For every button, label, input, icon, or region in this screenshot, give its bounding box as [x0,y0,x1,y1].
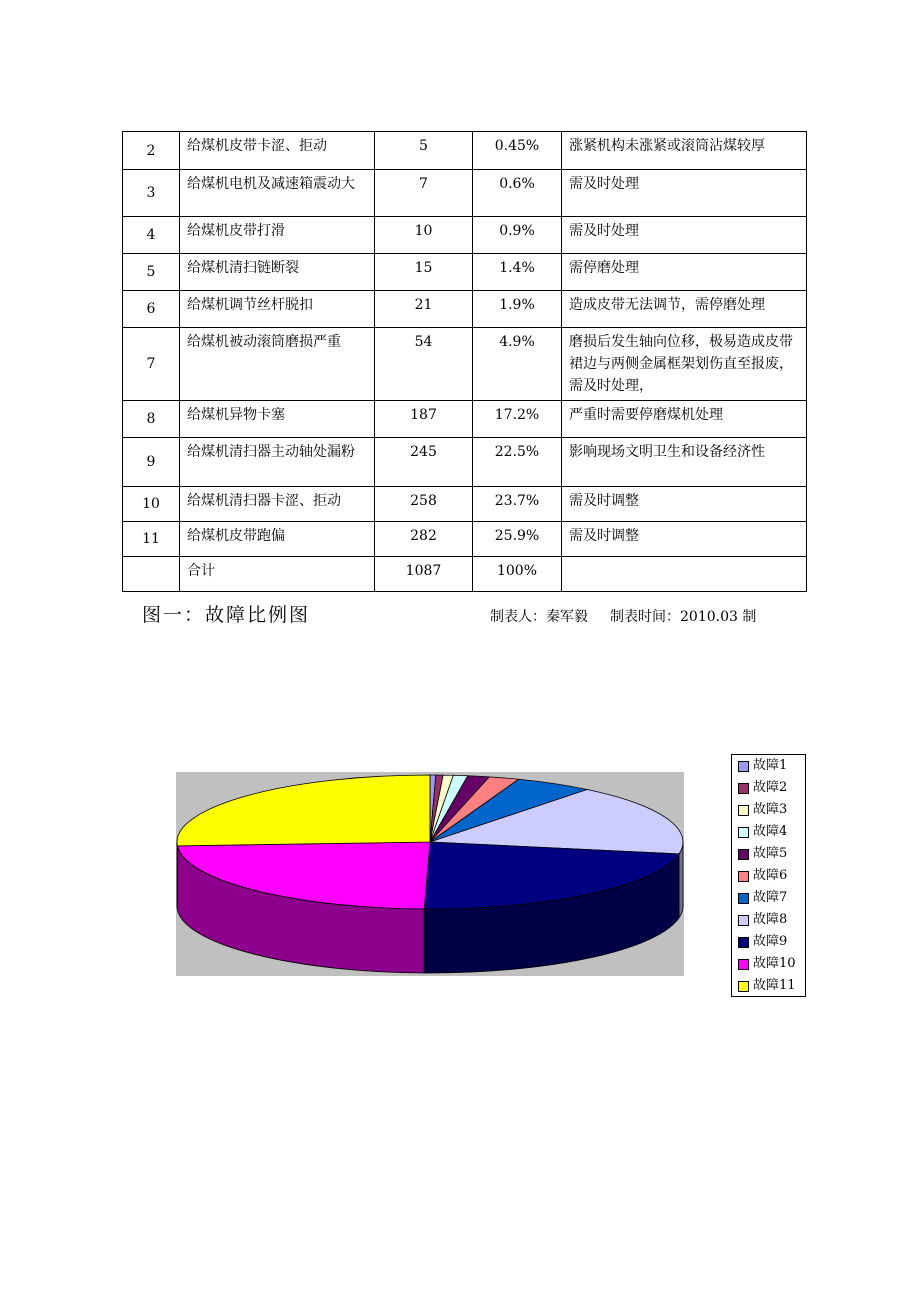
legend-swatch [738,849,749,860]
fault-count: 1087 [375,557,473,592]
legend-swatch [738,915,749,926]
legend-swatch [738,761,749,772]
legend-swatch [738,959,749,970]
table-row [123,487,807,522]
fault-count: 187 [375,401,473,438]
fault-count: 282 [375,522,473,557]
fault-item: 给煤机皮带打滑 [180,217,375,254]
legend-item [732,931,805,953]
legend-label: 故障8 [753,912,788,927]
fault-note: 磨损后发生轴向位移，极易造成皮带裙边与两侧金属框架划伤直至报废，需及时处理， [562,328,807,401]
row-number: 7 [123,328,180,401]
fault-note: 需及时处理 [562,217,807,254]
table-row [123,254,807,291]
fault-count: 7 [375,170,473,217]
fault-percent: 25.9% [473,522,562,557]
fault-note: 需及时调整 [562,522,807,557]
fault-note: 需及时处理 [562,170,807,217]
legend-label: 故障7 [753,890,788,905]
fault-table [122,131,807,592]
pie-chart [176,772,684,976]
fault-count: 21 [375,291,473,328]
fault-percent: 4.9% [473,328,562,401]
fault-item: 给煤机被动滚筒磨损严重 [180,328,375,401]
row-number: 10 [123,487,180,522]
legend-label: 故障9 [753,934,788,949]
fault-note [562,557,807,592]
fault-item: 给煤机清扫链断裂 [180,254,375,291]
row-number [123,557,180,592]
fault-item: 给煤机皮带跑偏 [180,522,375,557]
fault-item: 给煤机调节丝杆脱扣 [180,291,375,328]
fault-percent: 23.7% [473,487,562,522]
legend-item [732,975,805,997]
fault-count: 258 [375,487,473,522]
table-row [123,170,807,217]
row-number: 9 [123,438,180,487]
row-number: 2 [123,132,180,170]
fault-percent: 0.45% [473,132,562,170]
row-number: 11 [123,522,180,557]
chart-legend [731,754,806,997]
legend-label: 故障11 [753,978,796,993]
legend-swatch [738,871,749,882]
figure-caption: 图一：故障比例图 [142,604,311,626]
legend-swatch [738,805,749,816]
table-row [123,291,807,328]
legend-label: 故障5 [753,846,788,861]
fault-note: 需及时调整 [562,487,807,522]
legend-label: 故障4 [753,824,788,839]
legend-swatch [738,783,749,794]
legend-item [732,799,805,821]
legend-item [732,909,805,931]
legend-item [732,843,805,865]
fault-count: 5 [375,132,473,170]
table-row [123,132,807,170]
table-row [123,328,807,401]
fault-count: 10 [375,217,473,254]
fault-percent: 1.9% [473,291,562,328]
pie-chart-area [176,772,684,976]
fault-percent: 1.4% [473,254,562,291]
legend-swatch [738,981,749,992]
table-row [123,217,807,254]
row-number: 5 [123,254,180,291]
table-row [123,438,807,487]
row-number: 3 [123,170,180,217]
fault-percent: 22.5% [473,438,562,487]
fault-note: 涨紧机构未涨紧或滚筒沾煤较厚 [562,132,807,170]
fault-note: 需停磨处理 [562,254,807,291]
fault-count: 54 [375,328,473,401]
row-number: 4 [123,217,180,254]
legend-label: 故障1 [753,758,788,773]
legend-label: 故障2 [753,780,788,795]
table-row [123,401,807,438]
legend-item [732,953,805,975]
row-number: 6 [123,291,180,328]
legend-label: 故障3 [753,802,788,817]
table-maker-info [490,606,778,626]
fault-item: 给煤机清扫器主动轴处漏粉 [180,438,375,487]
maker-name: 制表人：秦军毅 [490,609,588,625]
fault-count: 245 [375,438,473,487]
legend-item [732,865,805,887]
fault-percent: 0.6% [473,170,562,217]
legend-item [732,821,805,843]
made-time: 制表时间：2010.03 制 [610,609,757,625]
fault-note: 严重时需要停磨煤机处理 [562,401,807,438]
fault-note: 造成皮带无法调节，需停磨处理 [562,291,807,328]
fault-percent: 100% [473,557,562,592]
fault-item: 合计 [180,557,375,592]
legend-item [732,887,805,909]
fault-count: 15 [375,254,473,291]
pie-slice-11 [177,775,430,846]
fault-item: 给煤机异物卡塞 [180,401,375,438]
fault-item: 给煤机皮带卡涩、拒动 [180,132,375,170]
legend-swatch [738,937,749,948]
fault-percent: 0.9% [473,217,562,254]
legend-swatch [738,827,749,838]
fault-item: 给煤机清扫器卡涩、拒动 [180,487,375,522]
table-row [123,522,807,557]
table-row [123,557,807,592]
legend-label: 故障10 [753,956,796,971]
row-number: 8 [123,401,180,438]
legend-label: 故障6 [753,868,788,883]
legend-item [732,777,805,799]
fault-item: 给煤机电机及减速箱震动大 [180,170,375,217]
fault-percent: 17.2% [473,401,562,438]
legend-item [732,755,805,777]
fault-note: 影响现场文明卫生和设备经济性 [562,438,807,487]
legend-swatch [738,893,749,904]
